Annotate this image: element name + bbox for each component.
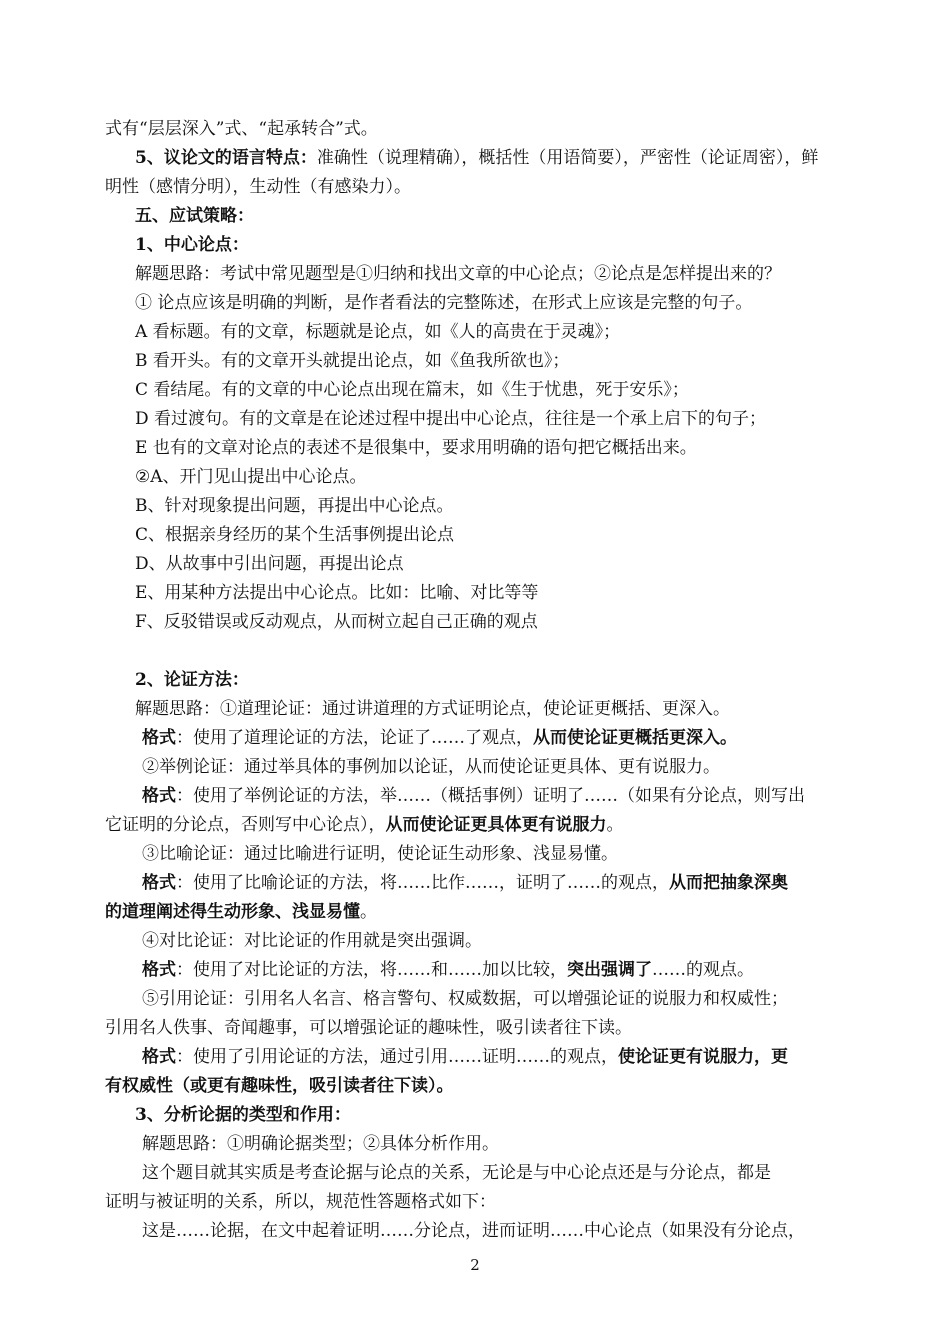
text-line: B、针对现象提出问题，再提出中心论点。 — [135, 496, 454, 516]
text-line: 它证明的分论点，否则写中心论点），从而使论证更具体更有说服力。 — [105, 815, 624, 835]
text-line: ① 论点应该是明确的判断，是作者看法的完整陈述，在形式上应该是完整的句子。 — [135, 293, 753, 313]
text-line: E 也有的文章对论点的表述不是很集中，要求用明确的语句把它概括出来。 — [135, 438, 697, 458]
text-line: 格式：使用了举例论证的方法，举……（概括事例）证明了……（如果有分论点，则写出 — [142, 786, 805, 806]
text-line: ④对比论证：对比论证的作用就是突出强调。 — [142, 931, 482, 951]
text-line: 的道理阐述得生动形象、浅显易懂。 — [105, 902, 377, 922]
text-line: 5、议论文的语言特点：准确性（说理精确），概括性（用语简要），严密性（论证周密），鲜 — [135, 148, 819, 168]
text-line: 证明与被证明的关系，所以，规范性答题格式如下： — [105, 1192, 496, 1212]
text-line: ⑤引用论证：引用名人名言、格言警句、权威数据，可以增强论证的说服力和权威性； — [142, 989, 788, 1009]
page-number: 2 — [470, 1256, 480, 1274]
text-line: 解题思路：①明确论据类型；②具体分析作用。 — [142, 1134, 499, 1154]
text-line: 格式：使用了比喻论证的方法，将……比作……，证明了……的观点，从而把抽象深奥 — [142, 873, 788, 893]
text-line: 明性（感情分明），生动性（有感染力）。 — [105, 177, 411, 197]
text-line: B 看开头。有的文章开头就提出论点，如《鱼我所欲也》； — [135, 351, 570, 371]
text-line: 式有“层层深入”式、“起承转合”式。 — [105, 119, 378, 139]
text-line: A 看标题。有的文章，标题就是论点，如《人的高贵在于灵魂》； — [135, 322, 621, 342]
section-heading: 五、应试策略： — [135, 206, 254, 226]
text-line: 格式：使用了道理论证的方法，论证了……了观点，从而使论证更概括更深入。 — [142, 728, 737, 748]
text-line: ②举例论证：通过举具体的事例加以论证，从而使论证更具体、更有说服力。 — [142, 757, 720, 777]
subsection-heading: 1、中心论点： — [135, 235, 249, 255]
text-line: E、用某种方法提出中心论点。比如：比喻、对比等等 — [135, 583, 539, 603]
subsection-heading: 3、分析论据的类型和作用： — [135, 1105, 351, 1125]
text-line: 有权威性（或更有趣味性，吸引读者往下读）。 — [105, 1076, 454, 1096]
text-line: 引用名人佚事、奇闻趣事，可以增强论证的趣味性，吸引读者往下读。 — [105, 1018, 632, 1038]
text-line: 解题思路：①道理论证：通过讲道理的方式证明论点，使论证更概括、更深入。 — [135, 699, 730, 719]
text-line: ②A、开门见山提出中心论点。 — [135, 467, 367, 487]
text-line: 解题思路：考试中常见题型是①归纳和找出文章的中心论点；②论点是怎样提出来的？ — [135, 264, 781, 284]
text-line: C 看结尾。有的文章的中心论点出现在篇末，如《生于忧患，死于安乐》； — [135, 380, 689, 400]
subsection-heading: 2、论证方法： — [135, 670, 249, 690]
text-line: 格式：使用了引用论证的方法，通过引用……证明……的观点，使论证更有说服力，更 — [142, 1047, 788, 1067]
text-line: F、反驳错误或反动观点，从而树立起自己正确的观点 — [135, 612, 538, 632]
text-line: D、从故事中引出问题，再提出论点 — [135, 554, 404, 574]
text-line: D 看过渡句。有的文章是在论述过程中提出中心论点，往往是一个承上启下的句子； — [135, 409, 767, 429]
text-line: C、根据亲身经历的某个生活事例提出论点 — [135, 525, 455, 545]
text-line: 格式：使用了对比论证的方法，将……和……加以比较，突出强调了……的观点。 — [142, 960, 754, 980]
text-line: 这是……论据，在文中起着证明……分论点，进而证明……中心论点（如果没有分论点， — [142, 1221, 805, 1241]
text-line: ③比喻论证：通过比喻进行证明，使论证生动形象、浅显易懂。 — [142, 844, 618, 864]
text-line: 这个题目就其实质是考查论据与论点的关系，无论是与中心论点还是与分论点，都是 — [142, 1163, 771, 1183]
